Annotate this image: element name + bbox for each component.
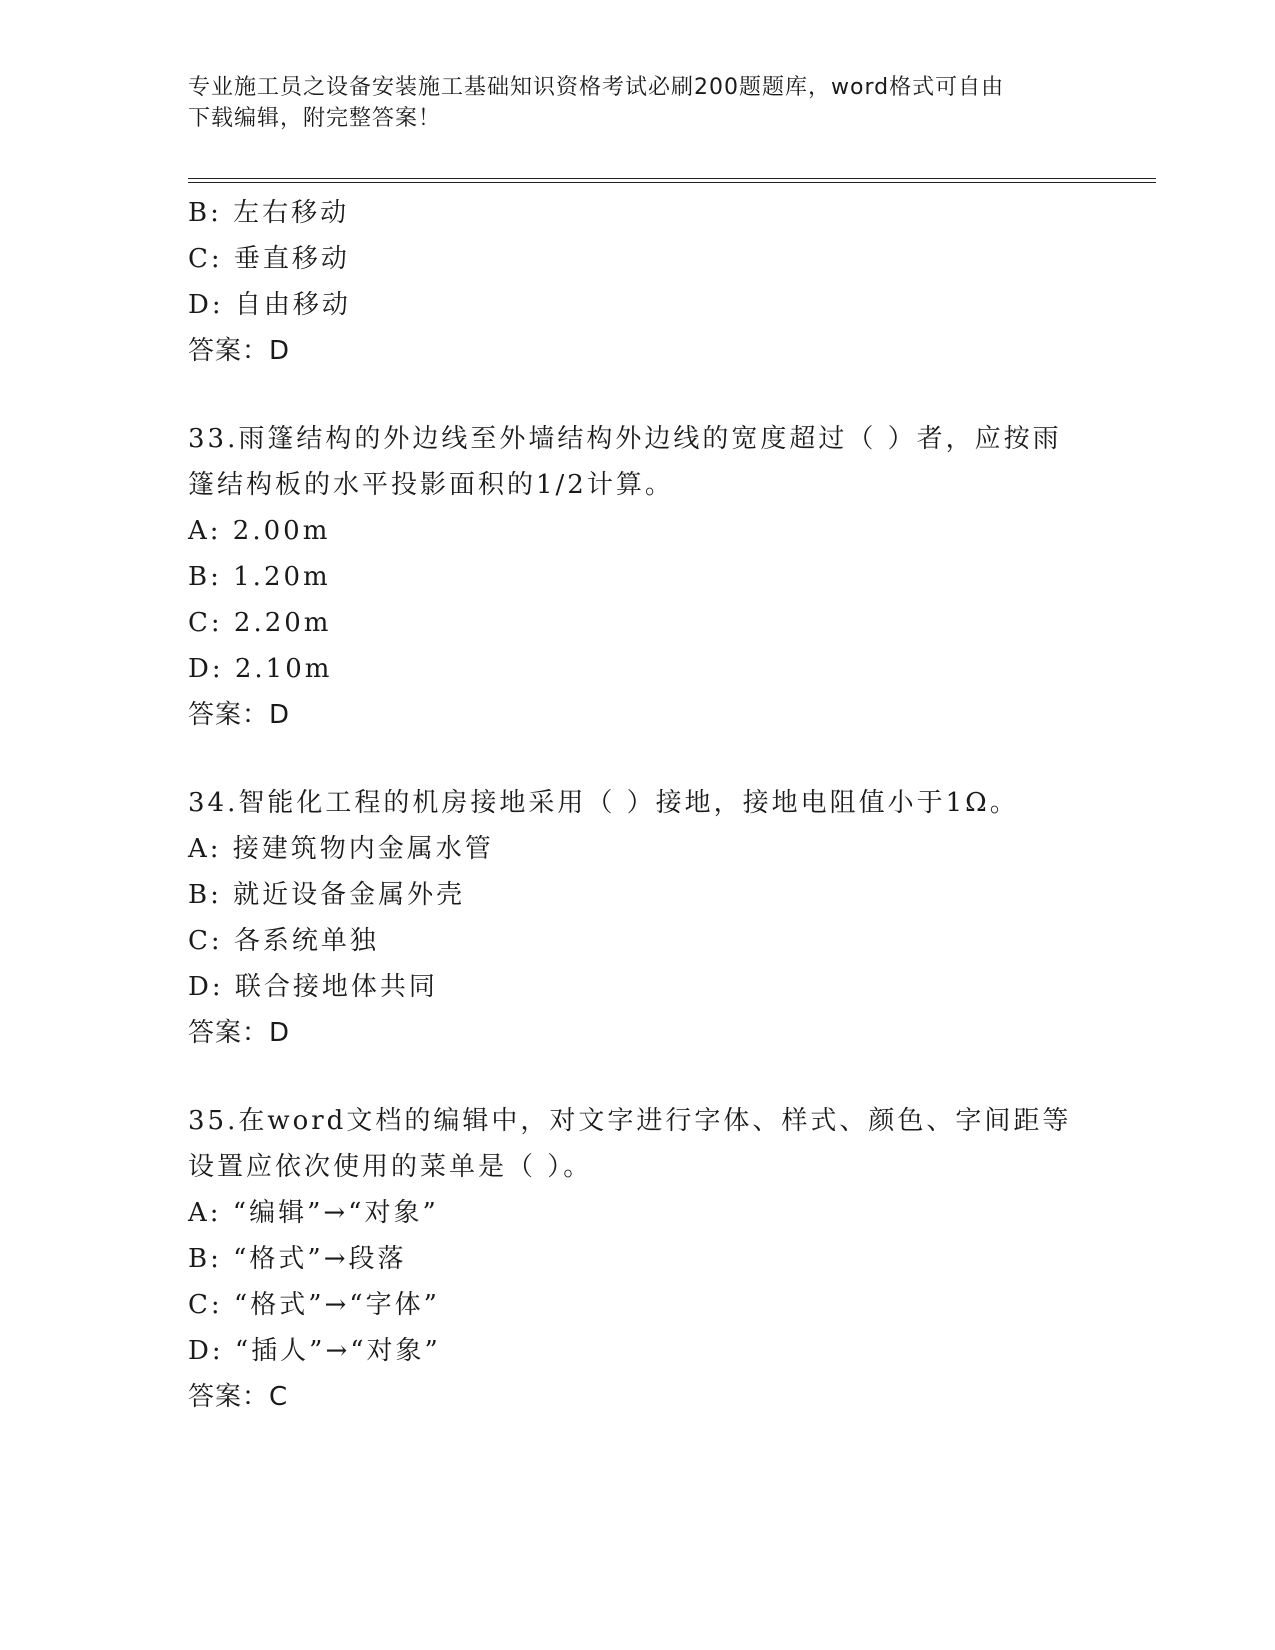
header-line-2: 下载编辑，附完整答案！ — [188, 106, 442, 131]
question-stem-line-2: 设置应依次使用的菜单是（ ）。 — [188, 1152, 593, 1182]
option-b: B: 1.20m — [188, 562, 331, 592]
question-35 — [188, 1098, 1088, 1420]
question-fragment — [188, 190, 1088, 374]
question-gap — [188, 1056, 1088, 1098]
option-c: C: 垂直移动 — [188, 244, 350, 274]
option-c: C: 各系统单独 — [188, 926, 379, 956]
question-34 — [188, 780, 1088, 1056]
option-c: C: “格式”→“字体” — [188, 1290, 440, 1320]
question-stem-line-1: 33.雨篷结构的外边线至外墙结构外边线的宽度超过（ ）者，应按雨 — [188, 424, 1062, 454]
answer-line: 答案：D — [188, 1018, 291, 1048]
option-d: D: 自由移动 — [188, 290, 351, 320]
question-33 — [188, 416, 1088, 738]
option-a: A: 2.00m — [188, 516, 331, 546]
option-b: B: 左右移动 — [188, 198, 350, 228]
option-d: D: 2.10m — [188, 654, 333, 684]
option-b: B: “格式”→段落 — [188, 1244, 407, 1274]
answer-line: 答案：D — [188, 336, 291, 366]
header-divider — [188, 178, 1156, 183]
option-a: A: “编辑”→“对象” — [188, 1198, 439, 1228]
option-b: B: 就近设备金属外壳 — [188, 880, 466, 910]
answer-line: 答案：D — [188, 700, 291, 730]
option-d: D: 联合接地体共同 — [188, 972, 438, 1002]
header-line-1: 专业施工员之设备安装施工基础知识资格考试必刷200题题库，word格式可自由 — [188, 75, 1005, 100]
document-header — [188, 72, 1068, 134]
question-stem-line-2: 篷结构板的水平投影面积的1/2计算。 — [188, 470, 674, 500]
question-gap — [188, 738, 1088, 780]
question-stem-line-1: 35.在word文档的编辑中，对文字进行字体、样式、颜色、字间距等 — [188, 1106, 1072, 1136]
option-d: D: “插人”→“对象” — [188, 1336, 441, 1366]
question-stem-line-1: 34.智能化工程的机房接地采用（ ）接地，接地电阻值小于1Ω。 — [188, 788, 1019, 818]
question-gap — [188, 374, 1088, 416]
option-c: C: 2.20m — [188, 608, 332, 638]
answer-line: 答案：C — [188, 1382, 289, 1412]
option-a: A: 接建筑物内金属水管 — [188, 834, 494, 864]
question-list — [188, 190, 1088, 1420]
